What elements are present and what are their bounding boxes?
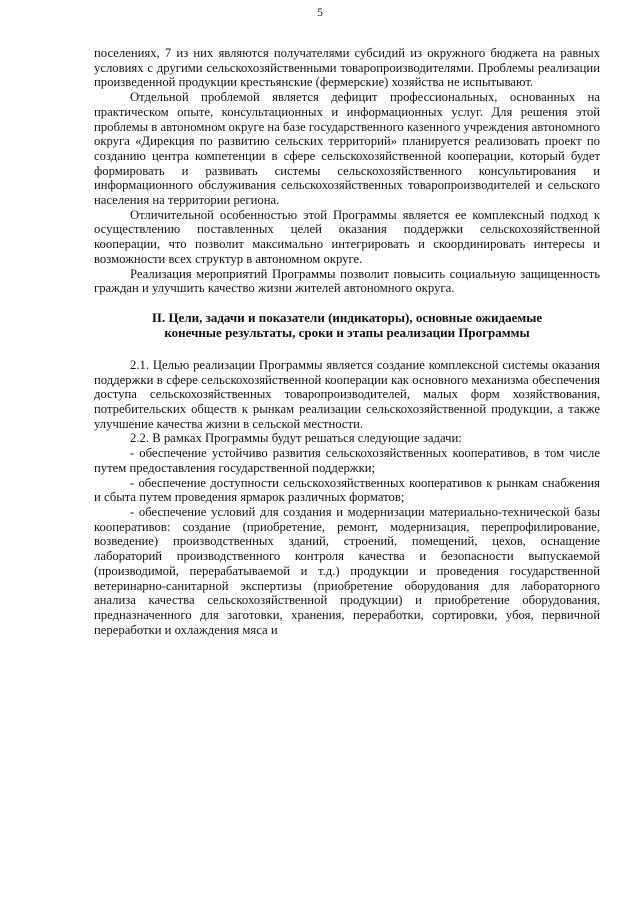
body-paragraph: - обеспечение устойчиво развития сельскохозяйственных кооперативов, в том числе путем предоставления государственной поддержки; [94, 446, 600, 475]
page-number: 5 [317, 5, 323, 19]
body-paragraph: - обеспечение условий для создания и модернизации материально-технической базы кооперативов: создание (приобретение, ремонт, модернизация, перепрофилирование, возведение) производственных зданий, строений, помещений, цехов, оснащение лабораторий производственного контроля качества и безопасности выпускаемой (производимой, перерабатываемой и т.д.) продукции и проведения государственной ветеринарно-санитарной экспертизы (приобретение оборудования для лабораторного анализа качества сельскохозяйственной продукции) и приобретение оборудования, предназначенного для заготовки, хранения, переработки, сортировки, убоя, первичной переработки и охлаждения мяса и [94, 504, 600, 637]
body-paragraph: Отдельной проблемой является дефицит профессиональных, основанных на практическом опыте, консультационных и информационных услуг. Для решения этой проблемы в автономном округе на базе государственного казенного учреждения автономного округа «Дирекция по развитию сельских территорий» планируется реализовать проект по созданию центра компетенции в сфере сельскохозяйственной кооперации, который будет формировать и развивать системы сельскохозяйственного консультирования и информационного обслуживания сельскохозяйственных товаропроизводителей и сельского населения на территории региона. [94, 90, 600, 208]
section-heading [94, 310, 600, 340]
body-paragraph: поселениях, 7 из них являются получателями субсидий из окружного бюджета на равных условиях с другими сельскохозяйственными товаропроизводителями. Проблемы реализации произведенной продукции крестьянские (фермерские) хозяйства не испытывают. [94, 46, 600, 90]
body-paragraph: 2.1. Целью реализации Программы является создание комплексной системы оказания поддержки в сфере сельскохозяйственной кооперации как основного механизма обеспечения доступа сельскохозяйственных товаропроизводителей, малых форм хозяйствования, потребительских обществ к рынкам реализации сельскохозяйственной продукции, а также улучшение качества жизни в сельской местности. [94, 357, 600, 431]
paragraphs-before [94, 46, 600, 296]
section-heading-line-2: конечные результаты, сроки и этапы реализации Программы [164, 324, 530, 340]
document-body [94, 46, 600, 637]
body-paragraph: 2.2. В рамках Программы будут решаться следующие задачи: [130, 431, 462, 446]
body-paragraph: Реализация мероприятий Программы позволит повысить социальную защищенность граждан и улучшить качество жизни жителей автономного округа. [94, 266, 600, 296]
paragraphs-after [94, 358, 600, 637]
body-paragraph: Отличительной особенностью этой Программы является ее комплексный подход к осуществлению поставленных целей оказания поддержки сельскохозяйственной кооперации, что позволит максимально интегрировать и скоординировать интересы и возможности всех структур в автономном округе. [94, 207, 600, 266]
body-paragraph: - обеспечение доступности сельскохозяйственных кооперативов к рынкам снабжения и сбыта путем проведения ярмарок различных форматов; [94, 475, 600, 505]
section-heading-line-1: II. Цели, задачи и показатели (индикаторы), основные ожидаемые [151, 309, 543, 325]
